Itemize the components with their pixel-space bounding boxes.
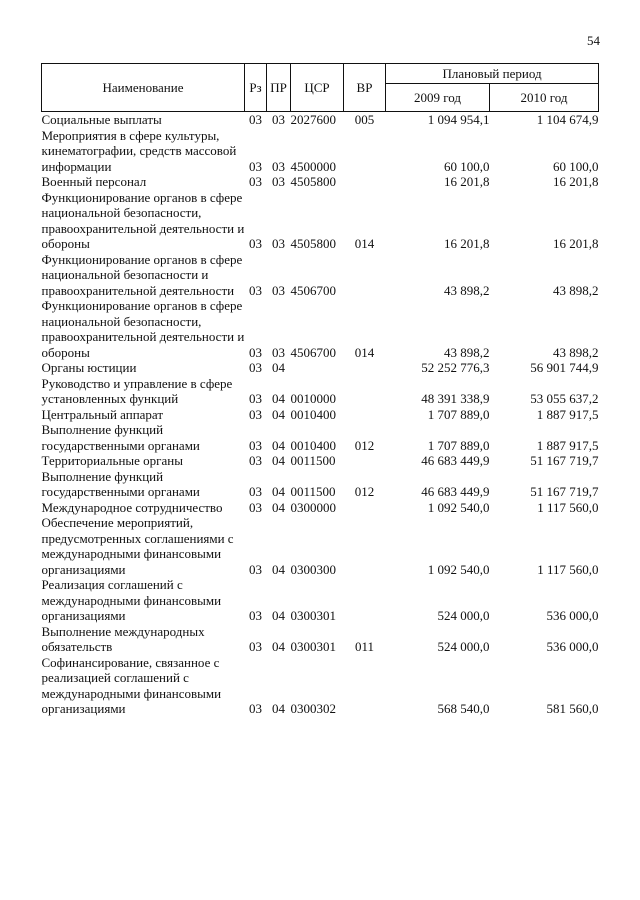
cell-vr bbox=[344, 407, 386, 423]
cell-rz: 03 bbox=[249, 484, 262, 499]
cell-2010: 53 055 637,2 bbox=[530, 391, 599, 406]
cell-csr: 0300300 bbox=[290, 561, 336, 577]
cell-vr bbox=[344, 360, 386, 376]
cell-vr bbox=[344, 252, 386, 299]
cell-2010: 51 167 719,7 bbox=[530, 453, 599, 468]
cell-pr: 04 bbox=[272, 453, 285, 468]
cell-2009: 16 201,8 bbox=[444, 236, 490, 251]
cell-name: Руководство и управление в сфере установленных функций bbox=[41, 375, 233, 406]
cell-vr: 012 bbox=[354, 484, 375, 499]
cell-name: Выполнение международных обязательств bbox=[41, 623, 205, 654]
cell-rz: 03 bbox=[249, 406, 262, 422]
cell-csr: 0011500 bbox=[290, 453, 336, 468]
cell-2009: 1 092 540,0 bbox=[427, 561, 490, 577]
cell-csr: 4506700 bbox=[290, 282, 336, 298]
cell-pr: 03 bbox=[272, 158, 285, 174]
cell-csr: 0300301 bbox=[290, 608, 336, 623]
cell-2010: 43 898,2 bbox=[553, 282, 599, 298]
cell-name: Центральный аппарат bbox=[41, 406, 164, 422]
cell-2010: 60 100,0 bbox=[553, 158, 599, 174]
cell-pr: 03 bbox=[272, 344, 285, 360]
cell-2009: 43 898,2 bbox=[444, 344, 490, 360]
table-row bbox=[42, 422, 599, 453]
cell-pr: 03 bbox=[272, 236, 285, 251]
cell-pr: 04 bbox=[272, 437, 285, 453]
cell-2009: 524 000,0 bbox=[437, 639, 490, 654]
cell-2010: 56 901 744,9 bbox=[530, 360, 599, 375]
cell-2009: 46 683 449,9 bbox=[421, 453, 490, 468]
cell-2010: 51 167 719,7 bbox=[530, 484, 599, 499]
cell-csr: 0010400 bbox=[290, 406, 336, 422]
cell-pr: 04 bbox=[272, 701, 285, 716]
cell-csr: 0011500 bbox=[290, 484, 336, 499]
cell-vr bbox=[344, 500, 386, 516]
cell-2009: 52 252 776,3 bbox=[421, 360, 490, 375]
cell-pr: 04 bbox=[272, 391, 285, 406]
cell-2010: 16 201,8 bbox=[553, 174, 599, 189]
cell-pr: 04 bbox=[272, 406, 285, 422]
cell-2010: 1 887 917,5 bbox=[536, 406, 599, 422]
cell-csr: 0300000 bbox=[290, 499, 336, 515]
cell-pr: 04 bbox=[272, 499, 285, 515]
cell-rz: 03 bbox=[249, 282, 262, 298]
cell-rz: 03 bbox=[249, 391, 262, 406]
cell-2010: 1 117 560,0 bbox=[537, 499, 599, 515]
cell-vr: 014 bbox=[354, 236, 375, 251]
cell-rz: 03 bbox=[249, 453, 262, 468]
cell-2010: 536 000,0 bbox=[546, 608, 599, 623]
cell-name: Функционирование органов в сфере национальной безопасности и правоохранительной деятельности bbox=[41, 251, 243, 298]
cell-vr bbox=[344, 128, 386, 175]
header-year-2010: 2010 год bbox=[490, 84, 599, 112]
table-row bbox=[42, 376, 599, 407]
cell-2009: 48 391 338,9 bbox=[421, 391, 490, 406]
cell-2009: 16 201,8 bbox=[444, 174, 490, 189]
cell-vr bbox=[344, 655, 386, 717]
table-header bbox=[42, 64, 599, 112]
cell-vr bbox=[344, 515, 386, 577]
cell-name: Обеспечение мероприятий, предусмотренных соглашениями с международными финансовыми организациями bbox=[41, 515, 234, 577]
cell-name: Мероприятия в сфере культуры, кинематографии, средств массовой информации bbox=[41, 127, 237, 174]
cell-rz: 03 bbox=[249, 639, 262, 654]
header-rz: Рз bbox=[245, 64, 267, 112]
cell-rz: 03 bbox=[249, 360, 262, 375]
cell-2009: 568 540,0 bbox=[437, 701, 490, 716]
table-row bbox=[42, 577, 599, 624]
cell-name: Международное сотрудничество bbox=[41, 499, 223, 515]
cell-rz: 03 bbox=[249, 236, 262, 251]
cell-2010: 581 560,0 bbox=[546, 701, 599, 716]
table-row bbox=[42, 500, 599, 516]
cell-rz: 03 bbox=[249, 437, 262, 453]
cell-2010: 43 898,2 bbox=[553, 344, 599, 360]
cell-vr: 011 bbox=[354, 639, 375, 654]
cell-pr: 04 bbox=[272, 561, 285, 577]
cell-rz: 03 bbox=[249, 701, 262, 716]
cell-2009: 46 683 449,9 bbox=[421, 484, 490, 499]
page-number: 54 bbox=[587, 33, 600, 48]
cell-name: Выполнение функций государственными органами bbox=[41, 422, 200, 453]
cell-2010: 1 887 917,5 bbox=[536, 437, 599, 453]
header-csr: ЦСР bbox=[291, 64, 344, 112]
cell-2010: 16 201,8 bbox=[553, 236, 599, 251]
cell-2010: 1 117 560,0 bbox=[537, 561, 599, 577]
cell-2009: 43 898,2 bbox=[444, 282, 490, 298]
cell-2009: 1 094 954,1 bbox=[427, 112, 490, 127]
cell-name: Выполнение функций государственными органами bbox=[41, 468, 200, 499]
cell-csr: 0010400 bbox=[290, 437, 336, 453]
cell-csr: 4506700 bbox=[290, 344, 336, 360]
cell-rz: 03 bbox=[249, 608, 262, 623]
table-row bbox=[42, 298, 599, 360]
header-vr: ВР bbox=[344, 64, 386, 112]
cell-csr: 2027600 bbox=[290, 112, 336, 127]
cell-pr: 03 bbox=[272, 282, 285, 298]
cell-pr: 04 bbox=[272, 484, 285, 499]
cell-rz: 03 bbox=[249, 499, 262, 515]
cell-pr: 04 bbox=[272, 639, 285, 654]
cell-2010: 1 104 674,9 bbox=[536, 112, 599, 127]
cell-rz: 03 bbox=[249, 561, 262, 577]
cell-name: Военный персонал bbox=[41, 174, 147, 189]
cell-2009: 1 092 540,0 bbox=[427, 499, 490, 515]
header-name: Наименование bbox=[42, 64, 245, 112]
cell-vr: 005 bbox=[354, 112, 375, 127]
header-planned-period: Плановый период bbox=[386, 64, 599, 84]
cell-2009: 1 707 889,0 bbox=[427, 437, 490, 453]
table-row bbox=[42, 190, 599, 252]
header-pr: ПР bbox=[267, 64, 291, 112]
cell-pr: 03 bbox=[272, 174, 285, 189]
cell-vr bbox=[344, 453, 386, 469]
table-row bbox=[42, 174, 599, 190]
cell-vr bbox=[344, 376, 386, 407]
table-row bbox=[42, 469, 599, 500]
cell-rz: 03 bbox=[249, 158, 262, 174]
cell-rz: 03 bbox=[249, 174, 262, 189]
cell-vr bbox=[344, 174, 386, 190]
table-row bbox=[42, 128, 599, 175]
cell-name: Реализация соглашений с международными финансовыми организациями bbox=[41, 577, 222, 623]
cell-vr: 014 bbox=[354, 344, 375, 360]
cell-pr: 03 bbox=[272, 112, 285, 127]
table-row bbox=[42, 112, 599, 128]
cell-csr: 4500000 bbox=[290, 158, 336, 174]
table-row bbox=[42, 515, 599, 577]
cell-csr: 0300301 bbox=[290, 639, 336, 654]
cell-name: Социальные выплаты bbox=[41, 112, 162, 127]
table-row bbox=[42, 252, 599, 299]
cell-2010: 536 000,0 bbox=[546, 639, 599, 654]
budget-table bbox=[41, 63, 599, 717]
table-row bbox=[42, 624, 599, 655]
cell-csr: 0010000 bbox=[290, 391, 336, 406]
cell-2009: 1 707 889,0 bbox=[427, 406, 490, 422]
table-row bbox=[42, 453, 599, 469]
cell-name: Органы юстиции bbox=[41, 360, 137, 375]
table-body bbox=[42, 112, 599, 717]
cell-name: Софинансирование, связанное с реализацией соглашений с международными финансовыми организациями bbox=[41, 654, 222, 716]
cell-csr bbox=[291, 360, 344, 376]
cell-vr: 012 bbox=[354, 437, 375, 453]
cell-pr: 04 bbox=[272, 608, 285, 623]
cell-csr: 4505800 bbox=[290, 174, 336, 189]
cell-pr: 04 bbox=[272, 360, 285, 375]
cell-rz: 03 bbox=[249, 112, 262, 127]
cell-csr: 4505800 bbox=[290, 236, 336, 251]
cell-vr bbox=[344, 577, 386, 624]
cell-csr: 0300302 bbox=[290, 701, 336, 716]
cell-2009: 524 000,0 bbox=[437, 608, 490, 623]
table-row bbox=[42, 655, 599, 717]
cell-rz: 03 bbox=[249, 344, 262, 360]
cell-name: Территориальные органы bbox=[41, 453, 183, 468]
cell-2009: 60 100,0 bbox=[444, 158, 490, 174]
table-row bbox=[42, 407, 599, 423]
header-year-2009: 2009 год bbox=[386, 84, 490, 112]
cell-name: Функционирование органов в сфере национальной безопасности, правоохранительной деятельности и обороны bbox=[41, 189, 245, 251]
table-row bbox=[42, 360, 599, 376]
cell-name: Функционирование органов в сфере национальной безопасности, правоохранительной деятельности и обороны bbox=[41, 298, 245, 360]
